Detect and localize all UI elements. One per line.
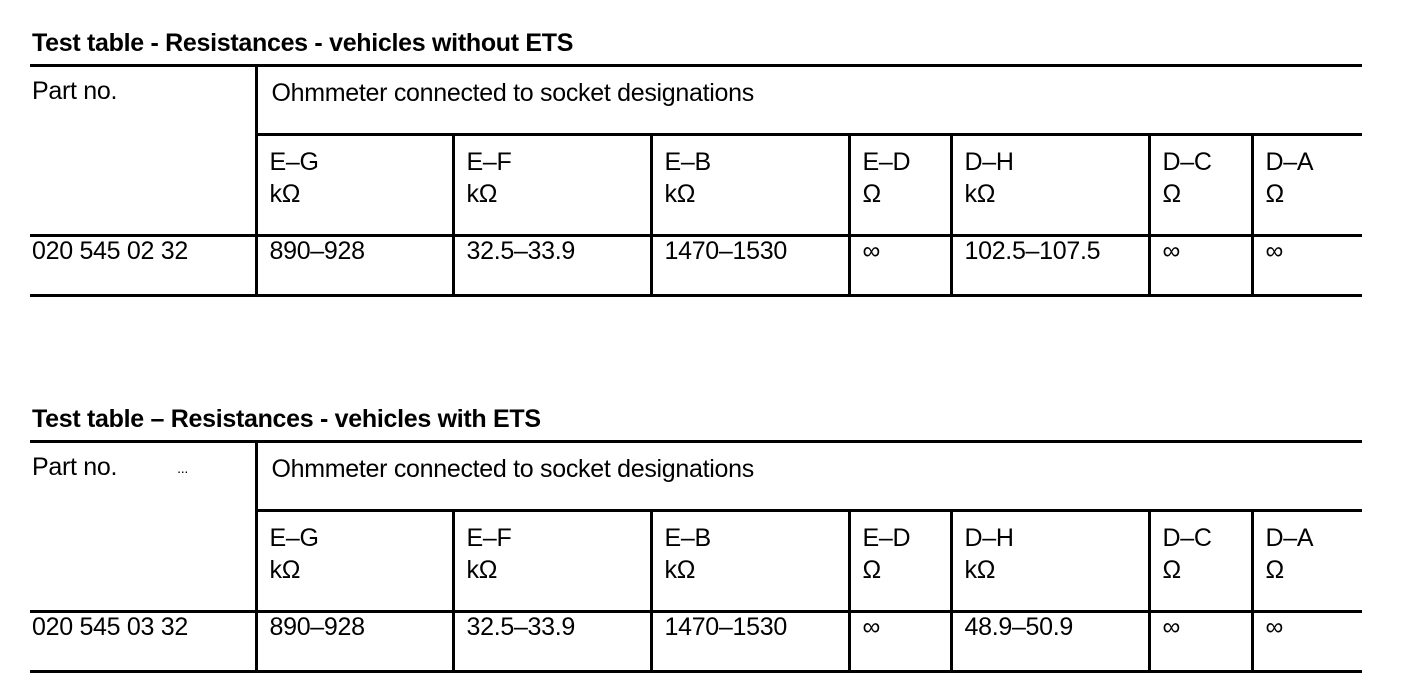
socket-unit: Ω (1162, 180, 1181, 208)
ohmmeter-header: Ohmmeter connected to socket designations (256, 66, 1362, 135)
part-no-cell: 020 545 03 32 (30, 612, 256, 672)
socket-label: E–B (664, 524, 711, 552)
socket-unit: kΩ (466, 556, 498, 584)
value-cell: ∞ (1149, 236, 1252, 296)
socket-unit: kΩ (269, 180, 301, 208)
socket-header (849, 135, 951, 236)
socket-unit: Ω (1265, 180, 1284, 208)
table-row (30, 236, 1362, 296)
socket-unit: kΩ (269, 556, 301, 584)
socket-header (651, 135, 849, 236)
socket-unit: Ω (862, 556, 881, 584)
socket-unit: kΩ (964, 180, 996, 208)
part-no-mark: ... (177, 460, 188, 477)
resistance-table (30, 440, 1362, 673)
socket-header (951, 135, 1149, 236)
table-row (30, 612, 1362, 672)
socket-unit: kΩ (664, 180, 696, 208)
socket-unit: kΩ (664, 556, 696, 584)
part-no-header (30, 66, 256, 236)
part-no-cell: 020 545 02 32 (30, 236, 256, 296)
socket-unit: kΩ (964, 556, 996, 584)
socket-label: E–F (466, 524, 512, 552)
socket-label: E–D (862, 524, 911, 552)
socket-label: D–C (1162, 524, 1212, 552)
part-no-header (30, 442, 256, 612)
value-cell: 1470–1530 (651, 612, 849, 672)
socket-label: D–C (1162, 148, 1212, 176)
socket-label: E–G (269, 148, 319, 176)
part-no-label: Part no. (32, 453, 118, 481)
socket-label: E–B (664, 148, 711, 176)
value-cell: 102.5–107.5 (951, 236, 1149, 296)
socket-unit: kΩ (466, 180, 498, 208)
value-cell: ∞ (1149, 612, 1252, 672)
socket-label: E–D (862, 148, 911, 176)
test-table-section-with-ets (30, 404, 1362, 673)
ohmmeter-header: Ohmmeter connected to socket designations (256, 442, 1362, 511)
socket-label: E–G (269, 524, 319, 552)
socket-header (256, 135, 453, 236)
table-header-row (30, 66, 1362, 135)
socket-unit: Ω (1265, 556, 1284, 584)
value-cell: ∞ (849, 612, 951, 672)
socket-header (951, 511, 1149, 612)
table-title: Test table – Resistances - vehicles with ETS (32, 405, 541, 433)
socket-label: D–H (964, 148, 1014, 176)
value-cell: ∞ (849, 236, 951, 296)
table-header-row (30, 442, 1362, 511)
socket-header (849, 511, 951, 612)
value-cell: 1470–1530 (651, 236, 849, 296)
table-title: Test table - Resistances - vehicles without ETS (32, 29, 574, 57)
value-cell: 32.5–33.9 (453, 612, 651, 672)
socket-header (1252, 135, 1362, 236)
test-table-section-without-ets (30, 28, 1362, 297)
socket-unit: Ω (862, 180, 881, 208)
value-cell: ∞ (1252, 612, 1362, 672)
value-cell: 890–928 (256, 612, 453, 672)
value-cell: 48.9–50.9 (951, 612, 1149, 672)
socket-label: D–A (1265, 148, 1314, 176)
socket-header (651, 511, 849, 612)
socket-label: D–A (1265, 524, 1314, 552)
value-cell: 32.5–33.9 (453, 236, 651, 296)
socket-header (256, 511, 453, 612)
part-no-label: Part no. (32, 77, 118, 105)
resistance-table (30, 64, 1362, 297)
socket-header (1149, 135, 1252, 236)
socket-unit: Ω (1162, 556, 1181, 584)
value-cell: 890–928 (256, 236, 453, 296)
socket-header (1252, 511, 1362, 612)
value-cell: ∞ (1252, 236, 1362, 296)
socket-label: D–H (964, 524, 1014, 552)
socket-header (453, 511, 651, 612)
socket-header (1149, 511, 1252, 612)
socket-header (453, 135, 651, 236)
socket-label: E–F (466, 148, 512, 176)
